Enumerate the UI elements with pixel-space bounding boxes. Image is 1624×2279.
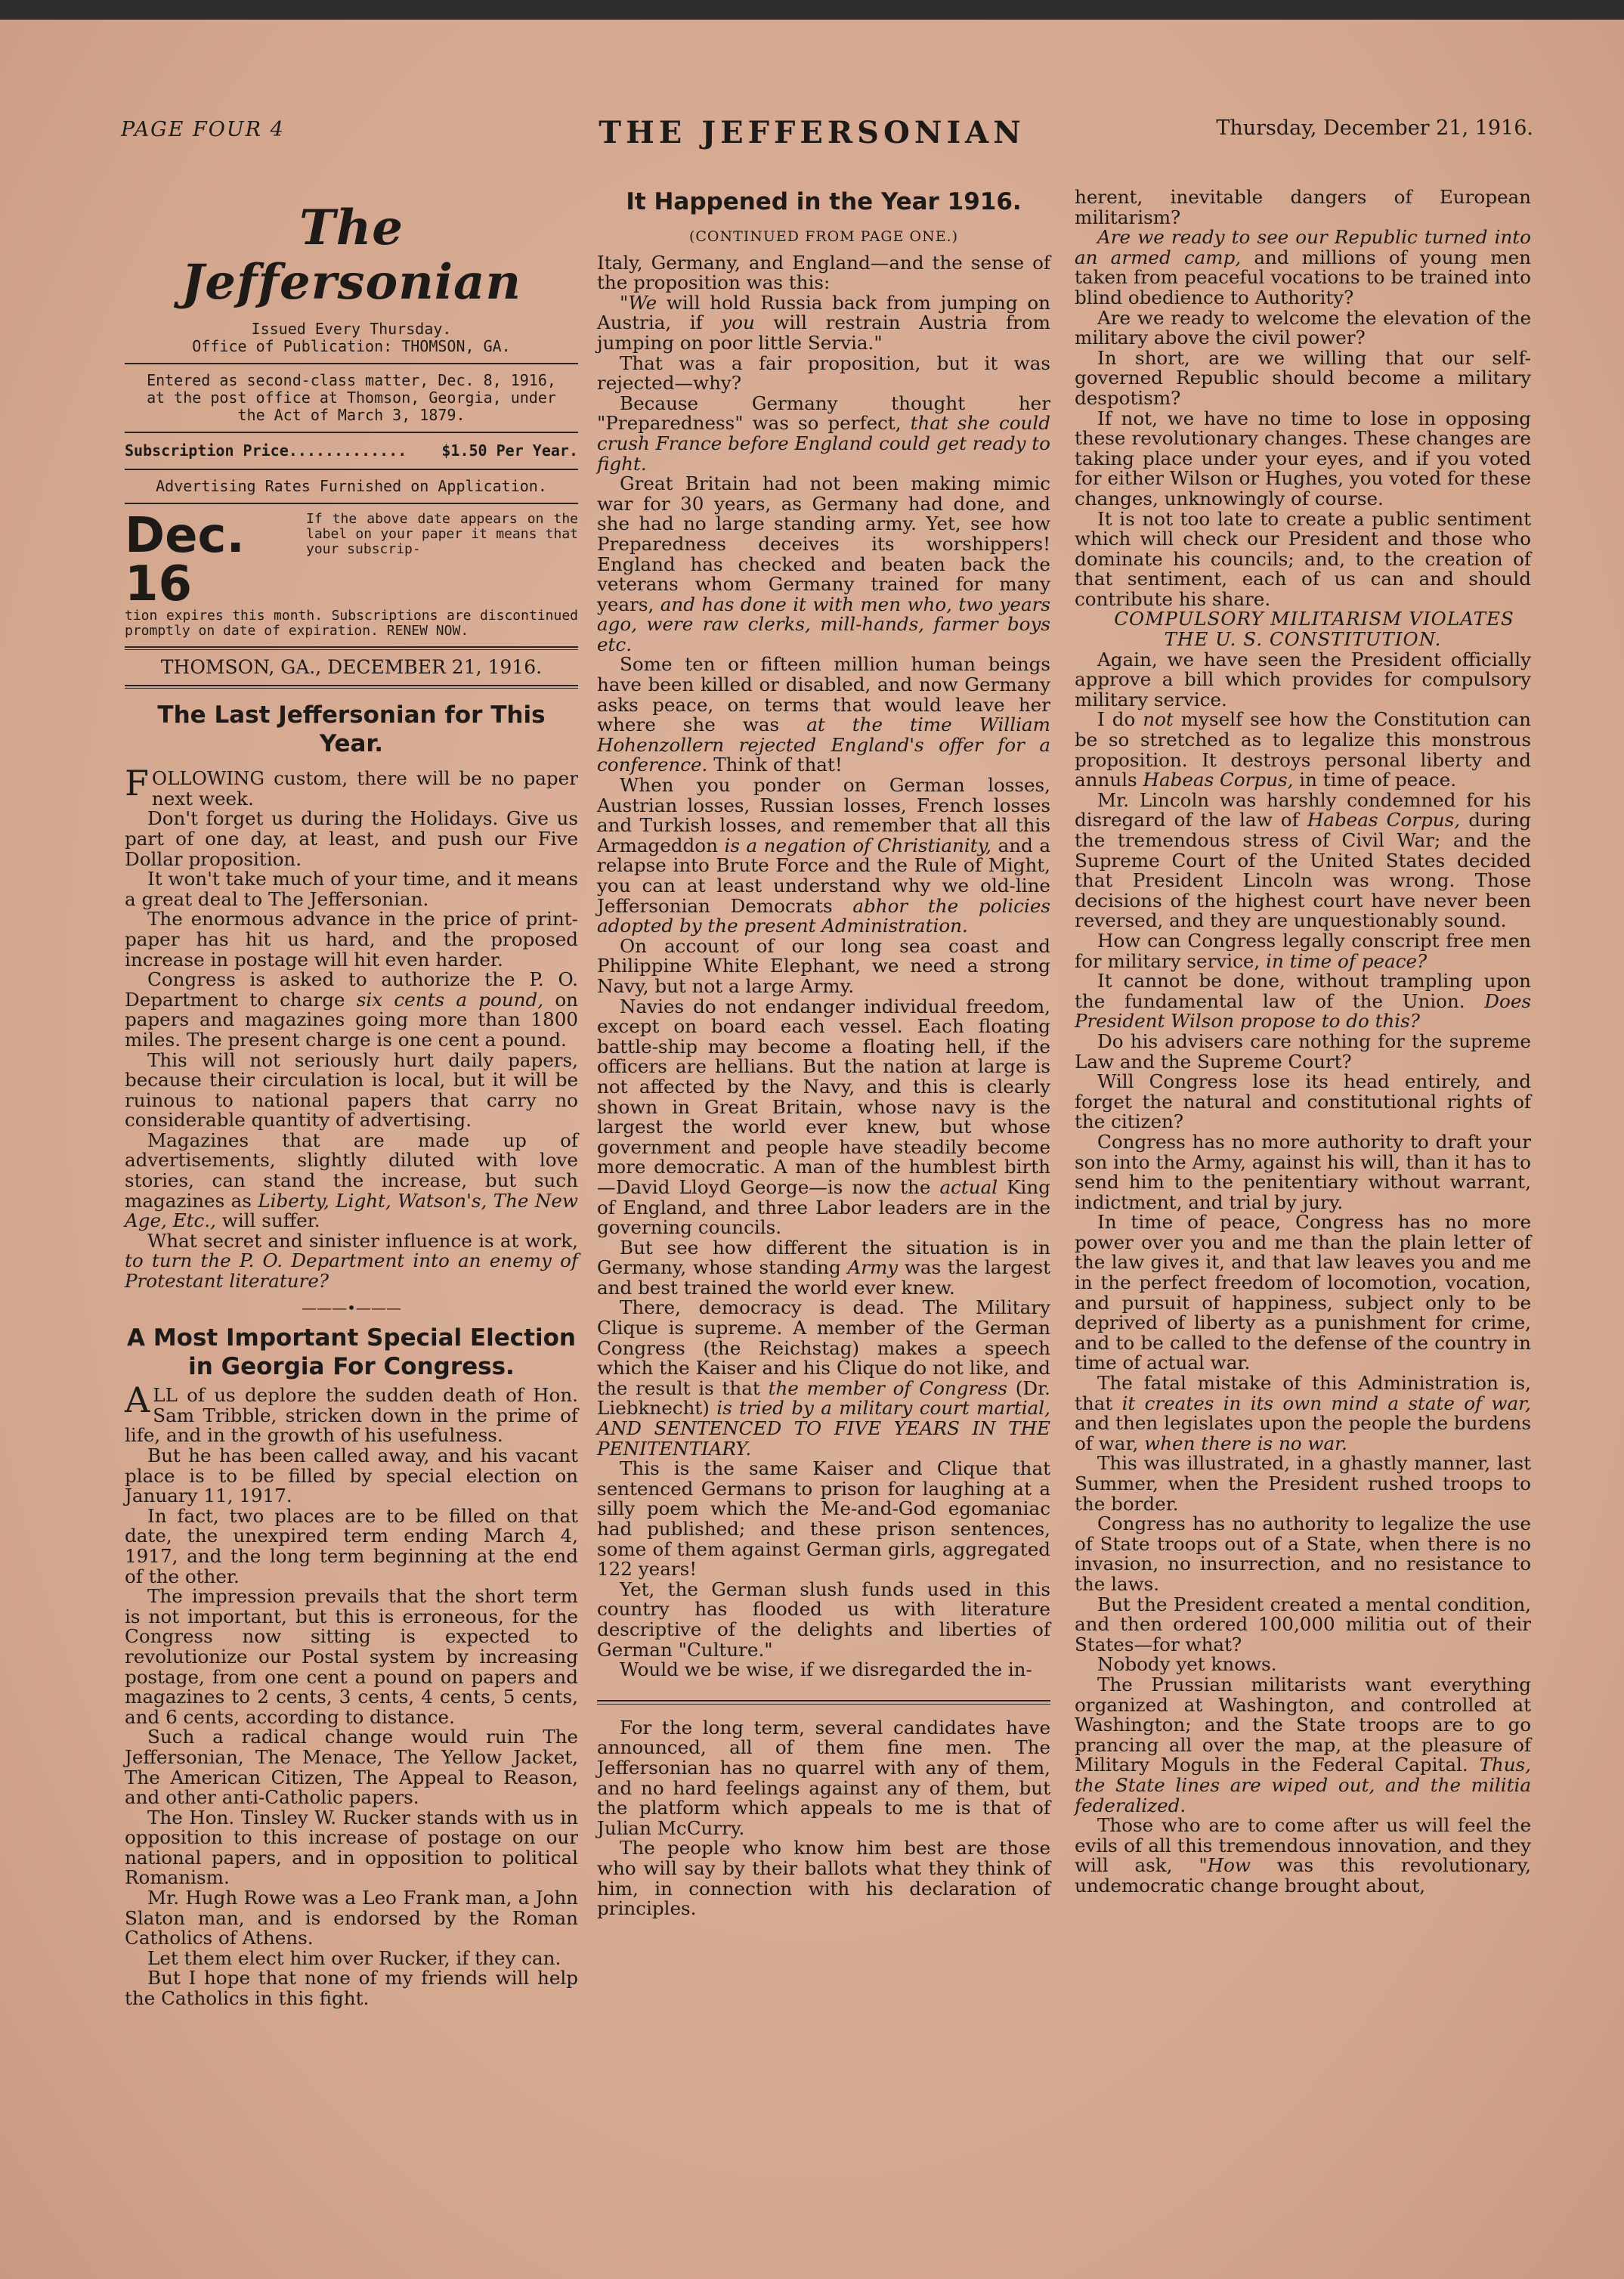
paragraph bbox=[597, 997, 1050, 1238]
text: When you ponder on German losses, Austrian losses, Russian losses, French losses and Turkish losses, and remember that all this Armageddon bbox=[597, 774, 1050, 856]
text: Great Britain had not been making mimic war for 30 years, as Germany had done, and she had no large standing army. Yet, see how Preparedness deceives its worshippers! England has checked and beaten back the veterans whom Germany trained for many years, bbox=[597, 472, 1050, 615]
paragraph: herent, inevitable dangers of European militarism? bbox=[1075, 186, 1531, 228]
drop-cap: F bbox=[125, 763, 149, 804]
masthead-entered: Entered as second-class matter, Dec. 8, 1916, at the post office at Thomson, Georgia, under the Act of March 3, 1879. bbox=[147, 371, 556, 424]
paragraph: Do his advisers care nothing for the supreme Law and the Supreme Court? bbox=[1075, 1030, 1531, 1073]
paragraph: But the President created a mental condition, and then ordered 100,000 militia out of their States—for what? bbox=[1075, 1593, 1531, 1655]
paragraph bbox=[1075, 788, 1531, 932]
paragraph bbox=[125, 1131, 578, 1231]
page-label: PAGE FOUR 4 bbox=[121, 118, 285, 141]
text: will restrain Austria from jumping on poor little Servia." bbox=[597, 311, 1050, 354]
text: Some ten or fifteen million human beings have been killed or disabled, and now Germany asks peace, on terms that would leave her where she was bbox=[597, 653, 1050, 736]
text-italic: We bbox=[628, 291, 657, 314]
text-italic: Does President Wilson propose to do this? bbox=[1075, 989, 1531, 1033]
divider bbox=[125, 503, 578, 504]
divider bbox=[125, 363, 578, 364]
text-italic: is tried by a military court martial, AND SENTENCED TO FIVE YEARS IN THE PENITENTIARY. bbox=[597, 1397, 1050, 1460]
text: will suffer. bbox=[215, 1209, 320, 1232]
text: How can Congress legally conscript free men for military service, bbox=[1075, 929, 1531, 972]
text-italic: and has done it with men who, two years ago, were raw clerks, mill-hands, farmer boys etc. bbox=[597, 593, 1051, 655]
paragraph: The enormous advance in the price of print-paper has hit us hard, and the proposed increase in postage will hit even harder. bbox=[125, 908, 578, 971]
paragraph bbox=[597, 474, 1050, 655]
text: Magazines that are made up of advertisements, slightly diluted with love stories, can stand the increase, but such magazines as bbox=[125, 1129, 578, 1212]
paragraph bbox=[597, 776, 1050, 937]
newspaper-page bbox=[0, 20, 1624, 2279]
column-1 bbox=[125, 187, 578, 2009]
paragraph: For the long term, several candidates have announced, all of them fine men. The Jeffersonian has no quarrel with any of them, and no hard feelings against any of them, but the platform which appeals to me is that of Julian McCurry. bbox=[597, 1716, 1050, 1839]
text-italic: to turn the P. O. Department into an enemy of Protestant literature? bbox=[125, 1249, 578, 1293]
paragraph: The impression prevails that the short term is not important, but this is erroneous, for the Congress now sitting is expected to revolutionize our Postal system by increasing postage, from one cent a pound on papers and magazines to 2 cents, 3 cents, 4 cents, 5 cents, and 6 cents, according to distance. bbox=[125, 1585, 578, 1728]
section-heading: COMPULSORY MILITARISM VIOLATES THE U. S. CONSTITUTION. bbox=[1114, 608, 1514, 651]
divider bbox=[125, 432, 578, 433]
masthead-issued: Issued Every Thursday. bbox=[251, 320, 452, 338]
separator: ———•——— bbox=[302, 1298, 401, 1317]
paper-name: THE JEFFERSONIAN bbox=[599, 115, 1025, 150]
text-italic: Habeas Corpus, bbox=[1307, 809, 1461, 831]
paragraph bbox=[597, 293, 1050, 354]
paragraph bbox=[125, 763, 578, 810]
paragraph: In short, are we willing that our self-governed Republic should become a military despotism? bbox=[1075, 346, 1531, 409]
paragraph: In time of peace, Congress has no more power over you and me than the plain letter of the law gives it, and that law leaves you and me in the perfect freedom of locomotion, vocation, and pursuit of happiness, subject only to be deprived of liberty as a punishment for crime, and to be called to the defense of the country in time of actual war. bbox=[1075, 1211, 1531, 1374]
paragraph: But he has been called away, and his vacant place is to be filled by special election on January 11, 1917. bbox=[125, 1445, 578, 1507]
headline-last-jeffersonian: The Last Jeffersonian for This Year. bbox=[157, 701, 546, 758]
text: and a relapse into Brute Force and the Rule of Might, you can at least understand why we old-line Jeffersonian Democrats bbox=[597, 834, 1051, 917]
text: in time of peace. bbox=[1293, 769, 1457, 791]
text-italic: abhor the policies adopted by the present Administration. bbox=[597, 894, 1050, 937]
paragraph: It won't take much of your time, and it means a great deal to The Jeffersonian. bbox=[125, 868, 578, 910]
paragraph bbox=[1075, 931, 1531, 971]
divider bbox=[597, 1700, 1050, 1705]
paragraph bbox=[1075, 971, 1531, 1032]
paragraph: Don't forget us during the Holidays. Give us part of one day, at least, and push our Five Dollar proposition. bbox=[125, 807, 578, 870]
paragraph bbox=[125, 970, 578, 1050]
paragraph bbox=[125, 1379, 578, 1447]
text: There, democracy is dead. The Military Clique is supreme. A member of the German Congress (the Reichstag) makes a speech which the Kaiser and his Clique do not like, and the result is that bbox=[597, 1296, 1050, 1399]
paragraph: But I hope that none of my friends will help the Catholics in this fight. bbox=[125, 1967, 578, 2010]
paragraph: Let them elect him over Rucker, if they can. bbox=[147, 1946, 561, 1969]
paragraph: Nobody yet knows. bbox=[1097, 1653, 1277, 1676]
column-3 bbox=[1075, 187, 1531, 1896]
paragraph: Italy, Germany, and England—and the sense of the proposition was this: bbox=[597, 251, 1050, 294]
paragraph: The people who know him best are those who will say by their ballots what they think of him, in connection with his declaration of principles. bbox=[597, 1837, 1050, 1920]
paragraph: Congress has no more authority to draft your son into the Army, against his will, than it has to send him to the penitentiary without warrant, indictment, and trial by jury. bbox=[1075, 1130, 1531, 1213]
text: The Prussian militarists want everything organized at Washington, and controlled at Washington; and the State troops are to go prancing all over the map, at the pleasure of Military Moguls in the Federal Capital. bbox=[1075, 1673, 1531, 1776]
paragraph: It is not too late to create a public sentiment which will check our President and those who dominate his councils; and, to the creation of that sentiment, each of us can and should contribute his share. bbox=[1075, 507, 1531, 610]
text: and then legislates upon the people the burdens of war, bbox=[1075, 1412, 1531, 1454]
text: The fatal mistake of this Administration is, that bbox=[1075, 1372, 1531, 1414]
paragraph: Congress has no authority to legalize the use of State troops out of a State, when there is no invasion, no insurrection, and no resistance to the laws. bbox=[1075, 1513, 1531, 1595]
text: (Dr. Liebknecht) bbox=[597, 1376, 1050, 1420]
expiration-date: Dec. 16 bbox=[125, 507, 245, 612]
subscription-price: $1.50 Per Year. bbox=[441, 441, 578, 460]
text: Think of that! bbox=[707, 754, 843, 776]
text: What secret and sinister influence is at work, bbox=[147, 1229, 578, 1252]
text: and millions of young men taken from peaceful vocations to be trained into blind obedience to Authority? bbox=[1075, 246, 1531, 308]
text: King of England, and three Labor leaders are in the governing councils. bbox=[597, 1175, 1051, 1239]
paragraph bbox=[1075, 710, 1531, 790]
paragraph: Mr. Hugh Rowe was a Leo Frank man, a John Slaton man, and is endorsed by the Roman Catholics of Athens. bbox=[125, 1887, 578, 1949]
paragraph bbox=[1075, 1373, 1531, 1454]
expiration-note: If the above date appears on the label on your paper it means that your subscrip- bbox=[306, 510, 578, 557]
subscription-label: Subscription Price............. bbox=[125, 441, 407, 460]
paragraph: Yet, the German slush funds used in this country has flooded us with literature descriptive of the delights and liberties of German "Culture." bbox=[597, 1578, 1050, 1661]
paragraph: Will Congress lose its head entirely, and forget the natural and constitutional rights of the citizen? bbox=[1075, 1070, 1531, 1133]
text-italic: Thus, the State lines are wiped out, and the militia federalized. bbox=[1075, 1754, 1531, 1816]
issue-date: Thursday, December 21, 1916. bbox=[1216, 116, 1533, 140]
text: But see how different the situation is in Germany, whose standing bbox=[597, 1236, 1050, 1279]
headline-year-1916: It Happened in the Year 1916. bbox=[626, 188, 1022, 215]
divider bbox=[125, 646, 578, 650]
text: during the tremendous stress of Civil War; and the Supreme Court of the United States decided that President Lincoln was wrong. Those decisions of the highest court have never been reversed, and they are unquestionably sound. bbox=[1075, 809, 1531, 932]
divider bbox=[125, 469, 578, 470]
text: was the largest and best trained the world ever knew. bbox=[597, 1256, 1051, 1299]
advertising-note: Advertising Rates Furnished on Application. bbox=[156, 476, 547, 495]
paragraph: Again, we have seen the President officially approve a bill which provides for compulsory military service. bbox=[1075, 648, 1531, 711]
scan-top-border bbox=[0, 0, 1624, 20]
text-italic: at the time William Hohenzollern rejected England's offer for a conference. bbox=[597, 714, 1050, 776]
paragraph bbox=[597, 394, 1050, 474]
text: on papers and magazines going more than 1800 miles. The present charge is one cent a pound. bbox=[125, 988, 578, 1051]
text-italic: Army bbox=[847, 1256, 899, 1279]
dateline: THOMSON, GA., DECEMBER 21, 1916. bbox=[160, 655, 543, 678]
text: OLLOWING custom, there will be no paper next week. bbox=[151, 767, 578, 810]
subscription-row bbox=[125, 441, 578, 461]
paragraph: If not, we have no time to lose in opposing these revolutionary changes. These changes are taking place under your eyes, and if you voted for either Wilson or Hughes, you voted for these changes, unknowingly of course. bbox=[1075, 407, 1531, 509]
text: myself see how the Constitution can be so stretched as to legalize this monstrous proposition. It destroys personal liberty and annuls bbox=[1075, 708, 1531, 791]
paragraph bbox=[597, 1238, 1050, 1299]
text-italic: How bbox=[1207, 1854, 1251, 1877]
text-italic: six cents a pound, bbox=[356, 988, 544, 1011]
paragraph bbox=[125, 1231, 578, 1292]
text-italic: actual bbox=[939, 1175, 998, 1198]
column-2 bbox=[597, 187, 1050, 1919]
text-italic: the member of Congress bbox=[768, 1376, 1008, 1399]
text-italic: in time of peace? bbox=[1266, 949, 1428, 972]
text-italic: Liberty, Light, Watson's, The New Age, Etc., bbox=[125, 1189, 578, 1232]
paragraph: This will not seriously hurt daily papers, because their circulation is local, but it will be ruinous to national papers that carry no considerable quantity of advertising. bbox=[125, 1048, 578, 1132]
text: Those who are to come after us will feel the evils of all this tremendous innovation, and they will ask, " bbox=[1075, 1814, 1531, 1877]
paragraph: On account of our long sea coast and Philippine White Elephant, we need a strong Navy, but not a large Army. bbox=[597, 934, 1050, 997]
drop-cap: A bbox=[125, 1379, 150, 1421]
text-italic: not bbox=[1143, 708, 1174, 731]
text-italic: Habeas Corpus, bbox=[1143, 769, 1294, 791]
text: will hold Russia back from jumping on Austria, if bbox=[597, 291, 1050, 334]
text: was this revolutionary, undemocratic change brought about, bbox=[1075, 1854, 1531, 1897]
text: Because Germany thought her "Preparedness" was so perfect, bbox=[597, 392, 1050, 435]
text-italic: when there is no war. bbox=[1144, 1432, 1348, 1454]
text: Navies do not endanger individual freedom, except on board each vessel. Each floating battle-ship may become a floating hell, if the officers are hellians. But the nation at large is not affected by the Navy, and this is clearly shown in Great Britain, whose navy is the largest the world ever knew, but whose government and people have steadily become more democratic. A man of the humblest birth—David Lloyd George—is now the bbox=[597, 995, 1050, 1198]
masthead-title: The Jeffersonian bbox=[181, 200, 522, 311]
paragraph: That was a fair proposition, but it was rejected—why? bbox=[597, 351, 1050, 395]
headline-special-election: A Most Important Special Election in Georgia For Congress. bbox=[127, 1324, 576, 1381]
text-italic: you bbox=[721, 311, 755, 334]
text: Mr. Lincoln was harshly condemned for his disregard of the law of bbox=[1075, 788, 1531, 831]
text-italic: it creates in its own mind a state of war, bbox=[1121, 1392, 1531, 1414]
continued-note: (CONTINUED FROM PAGE ONE.) bbox=[688, 228, 959, 245]
paragraph: The Hon. Tinsley W. Rucker stands with us in opposition to this increase of postage on our national papers, and in opposition to political Romanism. bbox=[125, 1806, 578, 1889]
text: It cannot be done, without trampling upon the fundamental law of the Union. bbox=[1075, 970, 1531, 1012]
paragraph: This was illustrated, in a ghastly manner, last Summer, when the President rushed troops to the border. bbox=[1075, 1452, 1531, 1515]
paragraph: Would we be wise, if we disregarded the in- bbox=[620, 1658, 1032, 1681]
paragraph: Are we ready to welcome the elevation of the military above the civil power? bbox=[1075, 306, 1531, 349]
text: " bbox=[620, 291, 629, 314]
expiration-note-cont: tion expires this month. Subscriptions are discontinued promptly on date of expiration. RENEW NOW. bbox=[125, 607, 578, 639]
text: I do bbox=[1097, 708, 1143, 731]
paragraph: In fact, two places are to be filled on that date, the unexpired term ending March 4, 1917, and the long term beginning at the end of the other. bbox=[125, 1504, 578, 1587]
paragraph: Such a radical change would ruin The Jeffersonian, The Menace, The Yellow Jacket, The American Citizen, The Appeal to Reason, and other anti-Catholic papers. bbox=[125, 1726, 578, 1809]
expiration-box bbox=[125, 507, 578, 612]
text-italic: is a negation of Christianity, bbox=[724, 834, 992, 856]
divider bbox=[125, 685, 578, 689]
masthead-office: Office of Publication: THOMSON, GA. bbox=[192, 337, 511, 355]
paragraph: This is the same Kaiser and Clique that sentenced Germans to prison for laughing at a silly poem which the Me-and-God egomaniac had published; and these prison sentences, some of them against German girls, aggregated 122 years! bbox=[597, 1457, 1050, 1581]
text-italic: Are we ready to see our Republic turned into an armed camp, bbox=[1075, 226, 1531, 268]
paragraph bbox=[1075, 1816, 1531, 1896]
paragraph bbox=[597, 655, 1050, 776]
text-italic: that she could crush France before England could get ready to fight. bbox=[597, 412, 1050, 475]
text: LL of us deplore the sudden death of Hon. Sam Tribble, stricken down in the prime of life, and in the growth of his usefulness. bbox=[125, 1384, 578, 1447]
paragraph bbox=[1075, 1675, 1531, 1816]
paragraph bbox=[597, 1298, 1050, 1459]
text: Congress is asked to authorize the P. O. Department to charge bbox=[125, 968, 578, 1011]
paragraph bbox=[1075, 228, 1531, 308]
